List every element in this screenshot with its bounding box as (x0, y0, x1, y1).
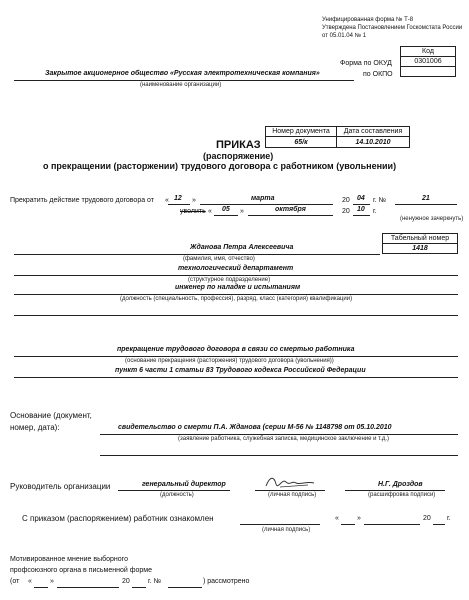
okpo-label: по ОКПО (363, 71, 393, 78)
form-note-line-2: Утверждена Постановлением Госкомстата России (322, 25, 463, 31)
employee-position-caption: (должность (специальность, профессия), разряд, класс (категория) квалификации) (120, 296, 353, 302)
basis-caption: (заявление работника, служебная записка, медицинское заключение и т.д.) (178, 436, 390, 442)
termination-reason-line (14, 356, 458, 357)
dismiss-year-prefix: 20 (342, 208, 350, 215)
dismiss-day: 05 (222, 206, 230, 213)
ack-day-line (341, 524, 355, 525)
ack-month-line (364, 524, 420, 525)
ack-signature-line (240, 524, 320, 525)
contract-year-prefix: 20 (342, 197, 350, 204)
order-subtitle: (распоряжение) (203, 151, 274, 161)
union-number-prefix: г. № (148, 578, 162, 585)
okud-label: Форма по ОКУД (340, 60, 392, 67)
union-year-line (132, 587, 146, 588)
ack-quote-close: » (357, 515, 361, 522)
ack-year-suffix: г. (447, 515, 451, 522)
dismiss-month-line (248, 215, 333, 216)
employee-position-line (14, 294, 458, 295)
basis-document: свидетельство о смерти П.А. Жданова (серии М-56 № 1148798 от 05.10.2010 (118, 424, 392, 431)
form-note-line-3: от 05.01.04 № 1 (322, 33, 367, 39)
ack-year-line (433, 524, 445, 525)
union-line-1: Мотивированное мнение выборного (10, 556, 128, 563)
union-line-2: профсоюзного органа в письменной форме (10, 567, 152, 574)
strike-note: (ненужное зачеркнуть) (400, 216, 464, 222)
union-month-line (57, 587, 119, 588)
dismiss-quote-close: » (240, 208, 244, 215)
contract-day-line (168, 204, 190, 205)
employee-name-caption: (фамилия, имя, отчество) (183, 256, 255, 262)
union-quote-open: « (28, 578, 32, 585)
union-number-line (168, 587, 202, 588)
legal-article-line (14, 377, 458, 378)
doc-number-value: 65/к (265, 136, 337, 148)
employee-name-line (14, 254, 380, 255)
okpo-value (400, 66, 456, 77)
order-title: ПРИКАЗ (216, 139, 261, 151)
head-position-line (118, 490, 230, 491)
employee-blank-line (14, 315, 458, 316)
okud-value: 0301006 (400, 56, 456, 67)
ack-signature-caption: (личная подпись) (262, 527, 311, 533)
ack-quote-open: « (335, 515, 339, 522)
order-description: о прекращении (расторжении) трудового договора с работником (увольнении) (43, 161, 397, 171)
employee-department: технологический департамент (178, 265, 294, 272)
head-signature-caption: (личная подпись) (268, 492, 317, 498)
union-reviewed: ) рассмотрено (203, 578, 250, 585)
union-from: (от (10, 578, 20, 585)
organization-underline (14, 80, 354, 81)
union-year-prefix: 20 (122, 578, 130, 585)
termination-reason-caption: (основание прекращения (расторжения) трудового договора (увольнения)) (125, 358, 334, 364)
contract-year: 04 (357, 195, 365, 202)
contract-year-line (353, 204, 370, 205)
quote-close: » (192, 197, 196, 204)
head-label: Руководитель организации (10, 482, 111, 491)
dismiss-word: уволить (180, 208, 206, 215)
head-full-name: Н.Г. Дроздов (378, 481, 423, 488)
organization-caption: (наименование организации) (140, 82, 222, 88)
head-position-caption: (должность) (160, 492, 194, 498)
dismiss-month: октября (275, 206, 306, 213)
tab-number-value: 1418 (382, 243, 458, 254)
dismiss-year: 10 (357, 206, 365, 213)
head-name-line (345, 490, 445, 491)
ack-year-prefix: 20 (423, 515, 431, 522)
contract-month-line (200, 204, 333, 205)
head-signature-line (255, 490, 325, 491)
dismiss-year-line (353, 215, 370, 216)
contract-month: марта (251, 195, 275, 202)
form-note-line-1: Унифицированная форма № Т-8 (322, 17, 414, 23)
employee-department-caption: (структурное подразделение) (188, 277, 271, 283)
union-quote-close: » (50, 578, 54, 585)
employee-name: Жданова Петра Алексеевича (190, 244, 294, 251)
code-header: Код (400, 46, 456, 57)
contract-lead: Прекратить действие трудового договора от (10, 197, 155, 204)
employee-position: инженер по наладке и испытаниям (175, 284, 301, 291)
dismiss-quote-open: « (208, 208, 212, 215)
basis-document-line (100, 434, 458, 435)
union-day-line (34, 587, 48, 588)
contract-number: 21 (422, 195, 430, 202)
basis-label-1: Основание (документ, (10, 411, 92, 420)
ack-label: С приказом (распоряжением) работник ознакомлен (22, 514, 214, 523)
contract-number-prefix: г. № (373, 197, 387, 204)
contract-number-line (395, 204, 457, 205)
employee-department-line (14, 275, 458, 276)
termination-reason: прекращение трудового договора в связи со смертью работника (117, 346, 355, 353)
tab-number-header: Табельный номер (382, 233, 458, 244)
head-position: генеральный директор (142, 481, 226, 488)
quote-open: « (165, 197, 169, 204)
basis-label-2: номер, дата): (10, 423, 60, 432)
legal-article: пункт 6 части 1 статьи 83 Трудового кодекса Российской Федерации (115, 367, 366, 374)
doc-date-value: 14.10.2010 (336, 136, 410, 148)
dismiss-year-suffix: г. (373, 208, 377, 215)
doc-date-header: Дата составления (336, 126, 410, 137)
organization-name: Закрытое акционерное общество «Русская электротехническая компания» (45, 70, 320, 77)
head-signature (262, 472, 322, 492)
basis-blank-line (100, 455, 458, 456)
contract-day: 12 (174, 195, 182, 202)
doc-number-header: Номер документа (265, 126, 337, 137)
head-name-caption: (расшифровка подписи) (368, 492, 436, 498)
dismiss-day-line (214, 215, 238, 216)
